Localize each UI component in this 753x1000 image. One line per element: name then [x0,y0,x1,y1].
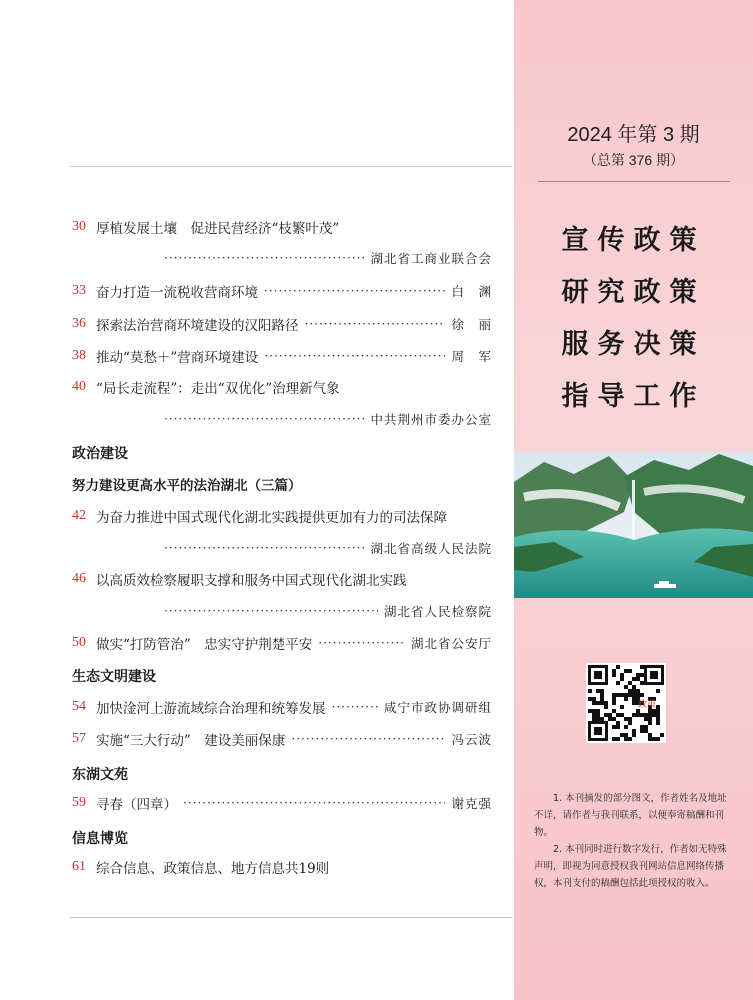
article-title: 实施“三大行动” 建设美丽保康 [96,733,286,749]
sidebar-panel [514,0,753,1000]
dot-leader [164,541,364,555]
river-gorge-illustration [514,452,753,598]
toc-entry[interactable] [72,568,492,590]
article-author: 湖北省人民检察院 [383,604,492,619]
toc-entry[interactable] [72,313,492,335]
article-title: 奋力打造一流税收营商环境 [96,285,258,301]
dot-leader [318,636,405,650]
toc-author-line [72,247,492,269]
article-author: 湖北省工商业联合会 [370,251,492,266]
page-number: 40 [72,379,86,394]
page-number: 50 [72,635,86,650]
subsection-heading: 努力建设更高水平的法治湖北（三篇） [72,478,302,494]
article-author: 周 军 [451,349,492,364]
section-heading: 东湖文苑 [72,767,128,783]
total-issue-number: （总第 376 期） [582,152,685,168]
toc-entry[interactable] [72,280,492,302]
qr-code-image [586,663,666,743]
dot-leader [164,604,378,618]
article-author: 中共荆州市委办公室 [370,412,492,427]
section-heading: 政治建设 [72,446,128,462]
issue-number: 2024 年第 3 期 [567,124,700,146]
toc-author-line [72,537,492,559]
article-title: “局长走流程”：走出“双优化”治理新气象 [96,381,340,397]
section-heading: 生态文明建设 [72,669,156,685]
toc-author-line [72,600,492,622]
toc-entry[interactable] [72,856,492,878]
page-number: 36 [72,316,86,331]
toc-entry[interactable] [72,505,492,527]
page-number: 38 [72,348,86,363]
note-paragraph: 2. 本刊同时进行数字发行，作者如无特殊声明，即视为同意授权我刊网站信息网络传播权，本刊支付的稿酬包括此项授权的收入。 [534,844,727,889]
page-number: 30 [72,219,86,234]
article-title: 加快淦河上游流域综合治理和统筹发展 [96,701,326,717]
qr-code[interactable] [586,663,666,743]
toc-entry[interactable] [72,345,492,367]
article-author: 湖北省公安厅 [410,636,492,651]
article-author: 徐 丽 [451,317,492,332]
toc-entry[interactable] [72,792,492,814]
article-title: 做实“打防管治” 忠实守护荆楚平安 [96,637,313,653]
article-title: 厚植发展土壤 促进民营经济“枝繁叶茂” [96,221,340,237]
slogan-line: 指导工作 [561,381,706,412]
article-author: 冯云波 [451,732,492,747]
article-title: 探索法治营商环境建设的汉阳路径 [96,318,299,334]
sidebar-divider [538,181,730,182]
toc-entry[interactable] [72,632,492,654]
bottom-divider [70,917,512,918]
page-number: 46 [72,571,86,586]
qr-logo-text: 政策 [638,700,657,710]
dot-leader [332,700,378,714]
page-number: 42 [72,508,86,523]
page-number: 59 [72,795,86,810]
page-number: 57 [72,731,86,746]
article-author: 白 渊 [451,284,492,299]
dot-leader [291,732,445,746]
page-number: 54 [72,699,86,714]
dot-leader [183,796,445,810]
toc-entry[interactable] [72,696,492,718]
article-title: 为奋力推进中国式现代化湖北实践提供更加有力的司法保障 [96,510,447,526]
article-author: 咸宁市政协调研组 [383,700,492,715]
note-paragraph: 1. 本刊摘发的部分图文，作者姓名及地址不详，请作者与我刊联系，以便奉寄稿酬和刊物。 [534,793,727,838]
dot-leader [164,251,364,265]
dot-leader [305,317,446,331]
page-number: 61 [72,859,86,874]
top-divider [70,166,512,167]
slogan-line: 研究政策 [561,277,706,308]
article-title: 综合信息、政策信息、地方信息共19则 [96,861,330,877]
slogan-line: 宣传政策 [561,225,706,256]
article-title: 寻春（四章） [96,797,177,813]
article-title: 推动“莫愁＋”营商环境建设 [96,350,259,366]
section-heading: 信息博览 [72,831,128,847]
toc-entry[interactable] [72,216,492,238]
dot-leader [164,412,364,426]
slogan-line: 服务决策 [561,329,706,360]
toc-entry[interactable] [72,728,492,750]
toc-entry[interactable] [72,376,492,398]
dot-leader [264,349,445,363]
copyright-notes [534,790,734,892]
dot-leader [264,284,445,298]
toc-author-line [72,408,492,430]
page-number: 33 [72,283,86,298]
article-author: 谢克强 [451,796,492,811]
article-title: 以高质效检察履职支撑和服务中国式现代化湖北实践 [96,573,407,589]
article-author: 湖北省高级人民法院 [370,541,492,556]
landscape-photo [514,452,753,598]
